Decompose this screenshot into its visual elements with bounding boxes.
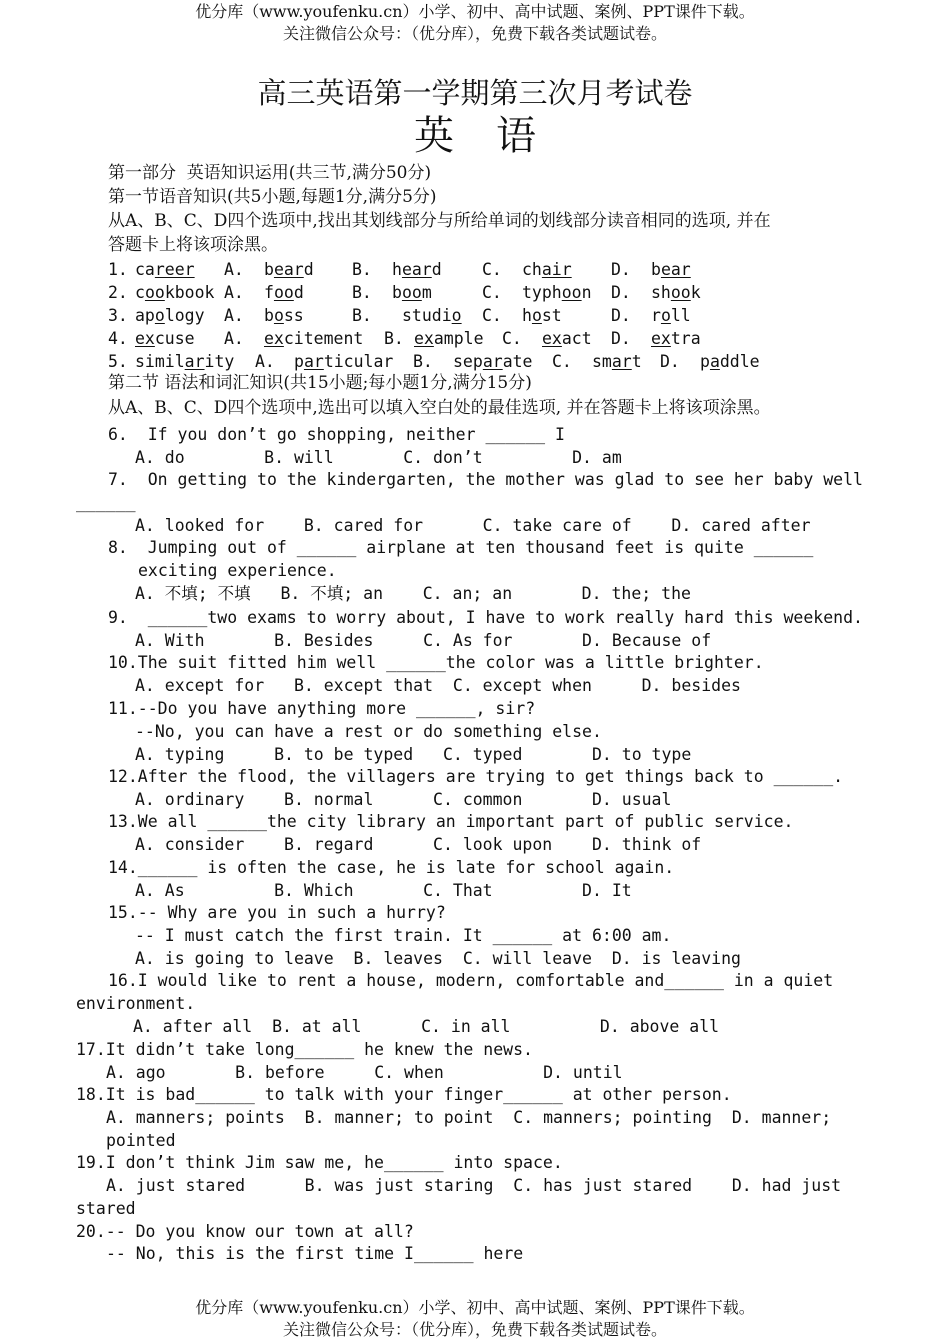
question-line: A. ago B. before C. when D. until — [106, 1063, 623, 1082]
option-b-word: heard — [392, 260, 442, 279]
question-line: A. looked for B. cared for C. take care of D. cared after — [135, 516, 811, 535]
option-letter: A. — [224, 329, 244, 348]
question-line: A. As B. Which C. That D. It — [135, 881, 632, 900]
footer-line-1: 优分库（www.youfenku.cn）小学、初中、高中试题、案例、PPT课件下载。 — [195, 1298, 755, 1317]
question-line: A. typing B. to be typed C. typed D. to type — [135, 745, 692, 764]
option-a-word: food — [264, 283, 304, 302]
question-line: 14.______ is often the case, he is late for school again. — [108, 858, 675, 877]
question-line: stared — [76, 1199, 136, 1218]
option-d-word: shook — [651, 283, 701, 302]
section2-heading: 第二节 语法和词汇知识(共15小题;每小题1分,满分15分) — [108, 373, 532, 393]
question-line: A. after all B. at all C. in all D. above all — [133, 1017, 720, 1036]
option-d-word: roll — [651, 306, 691, 325]
question-line: 10.The suit fitted him well ______the color was a little brighter. — [108, 653, 764, 672]
question-line: A. just stared B. was just staring C. has just stared D. had just — [106, 1176, 842, 1195]
option-letter: D. — [611, 306, 631, 325]
question-line: A. except for B. except that C. except when D. besides — [135, 676, 741, 695]
option-letter: C. — [482, 260, 502, 279]
option-letter: B. — [384, 329, 404, 348]
option-a-word: particular — [294, 352, 394, 371]
question-line: A. consider B. regard C. look upon D. think of — [135, 835, 702, 854]
option-letter: C. — [502, 329, 522, 348]
option-letter: C. — [482, 283, 502, 302]
question-line: 8. Jumping out of ______ airplane at ten thousand feet is quite ______ — [108, 538, 814, 557]
question-number: 1. — [108, 260, 128, 279]
question-line: 18.It is bad______ to talk with your finger______ at other person. — [76, 1085, 732, 1104]
option-letter: A. — [224, 306, 244, 325]
footer-line-2: 关注微信公众号：（优分库），免费下载各类试题试卷。 — [282, 1320, 667, 1339]
option-c-word: host — [522, 306, 562, 325]
phonetic-target-word: excuse — [135, 329, 195, 348]
question-line: A. do B. will C. don’t D. am — [135, 448, 622, 467]
question-line: A. With B. Besides C. As for D. Because of — [135, 631, 712, 650]
option-letter: D. — [660, 352, 680, 371]
option-letter: C. — [482, 306, 502, 325]
option-c-word: smart — [592, 352, 642, 371]
question-line: A. manners; points B. manner; to point C. manners; pointing D. manner; — [106, 1108, 832, 1127]
question-line: exciting experience. — [138, 561, 337, 580]
option-b-word: boom — [392, 283, 432, 302]
option-letter: B. — [352, 306, 372, 325]
phonetic-target-word: similarity — [135, 352, 235, 371]
option-a-word: boss — [264, 306, 304, 325]
question-line: A. is going to leave B. leaves C. will leave D. is leaving — [135, 949, 741, 968]
question-line: 20.-- Do you know our town at all? — [76, 1222, 414, 1241]
part1-heading: 第一部分 英语知识运用(共三节,满分50分) — [108, 163, 432, 183]
question-line: 19.I don’t think Jim saw me, he______ into space. — [76, 1153, 563, 1172]
header-line-2: 关注微信公众号：（优分库），免费下载各类试题试卷。 — [282, 24, 667, 43]
question-line: 15.-- Why are you in such a hurry? — [108, 903, 446, 922]
question-number: 2. — [108, 283, 128, 302]
option-a-word: excitement — [264, 329, 364, 348]
question-line: A. ordinary B. normal C. common D. usual — [135, 790, 672, 809]
option-letter: D. — [611, 283, 631, 302]
option-letter: D. — [611, 329, 631, 348]
question-line: -- I must catch the first train. It ______ at 6:00 am. — [135, 926, 672, 945]
section1-instructions-cont: 答题卡上将该项涂黑。 — [108, 235, 278, 255]
option-d-word: extra — [651, 329, 701, 348]
option-c-word: exact — [542, 329, 592, 348]
question-number: 5. — [108, 352, 128, 371]
option-c-word: typhoon — [522, 283, 592, 302]
option-letter: B. — [413, 352, 433, 371]
option-letter: A. — [224, 260, 244, 279]
section1-heading: 第一节语音知识(共5小题,每题1分,满分5分) — [108, 187, 437, 207]
option-letter: B. — [352, 283, 372, 302]
option-b-word: example — [414, 329, 484, 348]
option-c-word: chair — [522, 260, 572, 279]
section1-instructions: 从A、B、C、D四个选项中,找出其划线部分与所给单词的划线部分读音相同的选项, 并在 — [108, 211, 771, 231]
option-letter: B. — [352, 260, 372, 279]
option-letter: D. — [611, 260, 631, 279]
option-letter: A. — [255, 352, 275, 371]
question-line: A. 不填; 不填 B. 不填; an C. an; an D. the; the — [135, 584, 691, 603]
option-b-word: studio — [402, 306, 462, 325]
question-line: ______ — [76, 493, 136, 512]
option-a-word: beard — [264, 260, 314, 279]
phonetic-target-word: cookbook — [135, 283, 215, 302]
option-b-word: separate — [453, 352, 533, 371]
option-d-word: bear — [651, 260, 691, 279]
question-line: 7. On getting to the kindergarten, the mother was glad to see her baby well — [108, 470, 863, 489]
question-line: environment. — [76, 994, 196, 1013]
question-line: -- No, this is the first time I______ here — [106, 1244, 524, 1263]
question-line: 16.I would like to rent a house, modern, comfortable and______ in a quiet — [108, 971, 834, 990]
question-line: 17.It didn’t take long______ he knew the news. — [76, 1040, 533, 1059]
option-d-word: paddle — [700, 352, 760, 371]
phonetic-target-word: career — [135, 260, 195, 279]
question-line: 12.After the flood, the villagers are trying to get things back to ______. — [108, 767, 844, 786]
question-number: 4. — [108, 329, 128, 348]
question-line: 13.We all ______the city library an important part of public service. — [108, 812, 794, 831]
question-number: 3. — [108, 306, 128, 325]
option-letter: A. — [224, 283, 244, 302]
header-line-1: 优分库（www.youfenku.cn）小学、初中、高中试题、案例、PPT课件下载。 — [195, 2, 755, 21]
question-line: --No, you can have a rest or do something else. — [135, 722, 602, 741]
option-letter: C. — [552, 352, 572, 371]
section2-instructions: 从A、B、C、D四个选项中,选出可以填入空白处的最佳选项, 并在答题卡上将该项涂黑。 — [108, 398, 771, 418]
subject-title: 英语 — [414, 113, 578, 159]
phonetic-target-word: apology — [135, 306, 205, 325]
question-line: 6. If you don’t go shopping, neither ______ I — [108, 425, 565, 444]
exam-title: 高三英语第一学期第三次月考试卷 — [257, 76, 693, 110]
question-line: 9. ______two exams to worry about, I have to work really hard this weekend. — [108, 608, 863, 627]
question-line: pointed — [106, 1131, 176, 1150]
question-line: 11.--Do you have anything more ______, sir? — [108, 699, 536, 718]
